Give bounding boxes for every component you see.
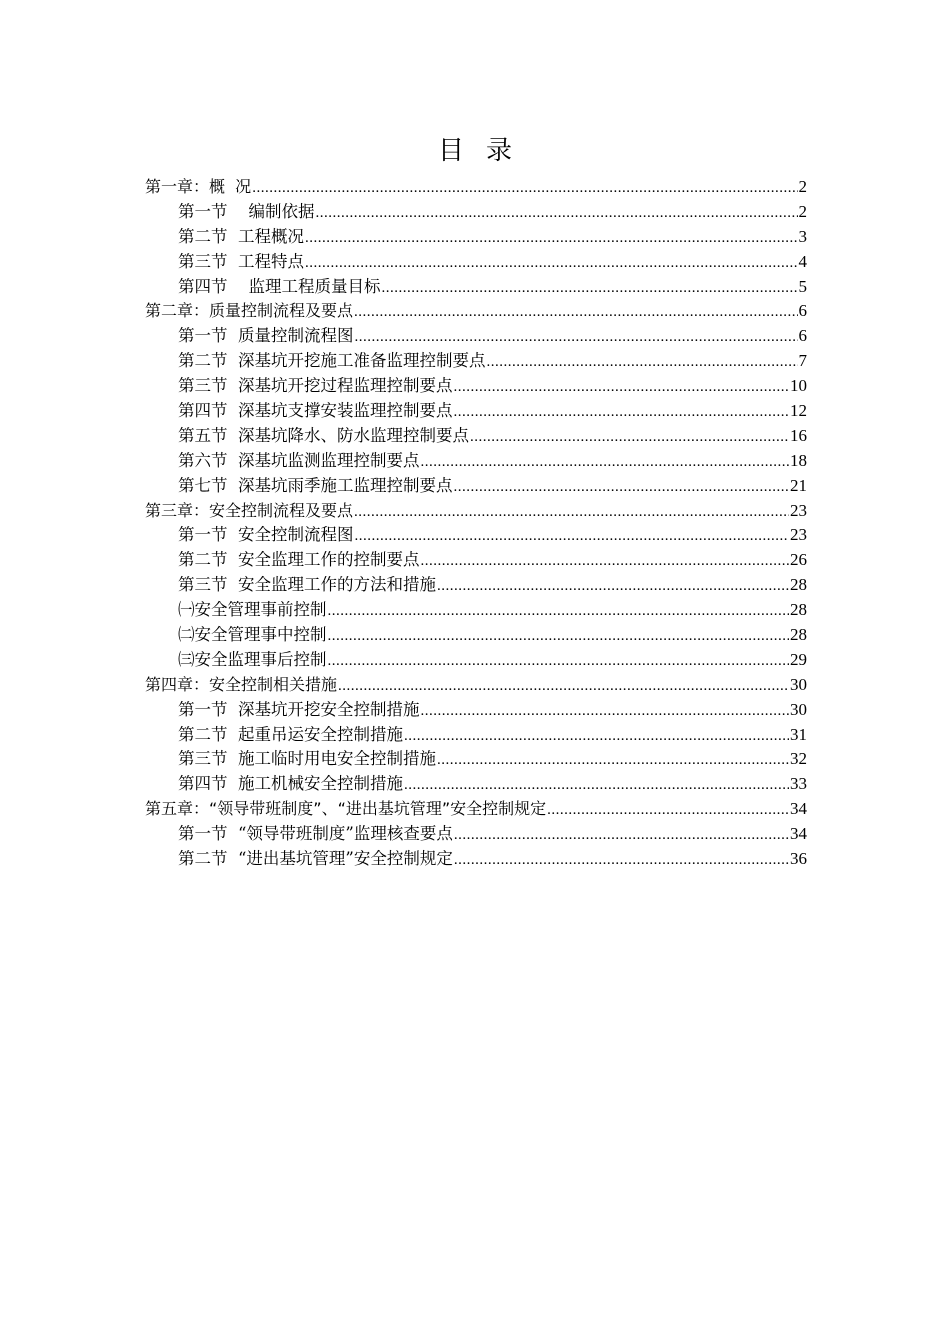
toc-leader-dots bbox=[470, 425, 789, 449]
toc-entry-section[interactable] bbox=[145, 449, 807, 474]
toc-entry-subitem[interactable] bbox=[145, 598, 807, 623]
toc-entry-label: 第一节 编制依据 bbox=[178, 201, 315, 221]
toc-entry-label: 第一节 安全控制流程图 bbox=[178, 525, 354, 545]
toc-entry-label: ㈡安全管理事中控制 bbox=[178, 625, 327, 645]
toc-entry-section[interactable] bbox=[145, 523, 807, 548]
toc-entry-label: 第四节 深基坑支撑安装监理控制要点 bbox=[178, 401, 453, 421]
toc-entry-subitem[interactable] bbox=[145, 623, 807, 648]
toc-entry-label: 第六节 深基坑监测监理控制要点 bbox=[178, 450, 420, 470]
toc-leader-dots bbox=[547, 798, 789, 822]
toc-entry-label: 第一节 “领导带班制度”监理核查要点 bbox=[178, 824, 453, 844]
toc-entry-section[interactable] bbox=[145, 225, 807, 250]
toc-entry-section[interactable] bbox=[145, 723, 807, 748]
toc-entry-label: 第三节 深基坑开挖过程监理控制要点 bbox=[178, 376, 453, 396]
toc-leader-dots bbox=[305, 251, 798, 275]
toc-leader-dots bbox=[315, 201, 797, 225]
toc-entry-label: 第二节 深基坑开挖施工准备监理控制要点 bbox=[178, 351, 486, 371]
toc-entry-page-number: 6 bbox=[798, 326, 807, 346]
toc-entry-label: ㈢安全监理事后控制 bbox=[178, 649, 327, 669]
toc-entry-section[interactable] bbox=[145, 474, 807, 499]
toc-leader-dots bbox=[355, 524, 790, 548]
toc-entry-section[interactable] bbox=[145, 399, 807, 424]
toc-entry-label: 第三节 安全监理工作的方法和措施 bbox=[178, 575, 436, 595]
toc-entry-label: 第三节 施工临时用电安全控制措施 bbox=[178, 749, 436, 769]
toc-entry-page-number: 29 bbox=[790, 649, 807, 669]
toc-entry-label: 第四节 施工机械安全控制措施 bbox=[178, 774, 403, 794]
toc-entry-label: 第七节 深基坑雨季施工监理控制要点 bbox=[178, 475, 453, 495]
toc-entry-section[interactable] bbox=[145, 324, 807, 349]
toc-leader-dots bbox=[328, 624, 790, 648]
toc-entry-label: 第二节 起重吊运安全控制措施 bbox=[178, 724, 403, 744]
toc-entry-page-number: 10 bbox=[790, 376, 807, 396]
toc-entry-page-number: 16 bbox=[790, 425, 807, 445]
toc-entry-section[interactable] bbox=[145, 250, 807, 275]
toc-entry-section[interactable] bbox=[145, 747, 807, 772]
toc-entry-label: 第四节 监理工程质量目标 bbox=[178, 276, 381, 296]
toc-entry-page-number: 2 bbox=[798, 201, 807, 221]
toc-entry-page-number: 5 bbox=[798, 276, 807, 296]
toc-entry-chapter[interactable] bbox=[145, 673, 807, 698]
toc-entry-label: 第二节 “进出基坑管理”安全控制规定 bbox=[178, 849, 453, 869]
toc-entry-chapter[interactable] bbox=[145, 299, 807, 324]
toc-entry-label: 第二章：质量控制流程及要点 bbox=[145, 301, 354, 321]
toc-entry-label: 第五节 深基坑降水、防水监理控制要点 bbox=[178, 425, 469, 445]
toc-leader-dots bbox=[454, 400, 790, 424]
toc-leader-dots bbox=[437, 574, 789, 598]
toc-entry-page-number: 12 bbox=[790, 401, 807, 421]
toc-leader-dots bbox=[454, 475, 790, 499]
toc-entry-page-number: 23 bbox=[790, 500, 807, 520]
toc-leader-dots bbox=[404, 724, 789, 748]
toc-leader-dots bbox=[487, 350, 798, 374]
toc-entry-label: 第二节 安全监理工作的控制要点 bbox=[178, 550, 420, 570]
toc-entry-section[interactable] bbox=[145, 822, 807, 847]
toc-entry-section[interactable] bbox=[145, 548, 807, 573]
toc-entry-page-number: 31 bbox=[790, 724, 807, 744]
toc-entry-section[interactable] bbox=[145, 200, 807, 225]
toc-leader-dots bbox=[421, 450, 790, 474]
toc-leader-dots bbox=[328, 599, 790, 623]
toc-entry-page-number: 23 bbox=[790, 525, 807, 545]
toc-leader-dots bbox=[454, 848, 789, 872]
toc-entry-page-number: 4 bbox=[798, 251, 807, 271]
toc-leader-dots bbox=[454, 375, 790, 399]
toc-title: 目录 bbox=[437, 136, 534, 166]
toc-entry-label: 第五章：“领导带班制度”、“进出基坑管理”安全控制规定 bbox=[145, 799, 547, 819]
toc-entry-page-number: 2 bbox=[798, 177, 807, 196]
toc-entry-section[interactable] bbox=[145, 374, 807, 399]
toc-entry-page-number: 21 bbox=[790, 475, 807, 495]
toc-entry-page-number: 32 bbox=[790, 749, 807, 769]
toc-leader-dots bbox=[252, 176, 797, 200]
toc-entry-label: 第二节 工程概况 bbox=[178, 226, 304, 246]
toc-leader-dots bbox=[328, 649, 790, 673]
toc-entry-section[interactable] bbox=[145, 424, 807, 449]
toc-leader-dots bbox=[355, 325, 798, 349]
toc-entry-page-number: 34 bbox=[790, 824, 807, 844]
toc-entry-page-number: 18 bbox=[790, 450, 807, 470]
toc-entry-subitem[interactable] bbox=[145, 648, 807, 673]
toc-entry-page-number: 26 bbox=[790, 550, 807, 570]
toc-entry-page-number: 3 bbox=[798, 226, 807, 246]
toc-entry-label: 第一章：概 况 bbox=[145, 177, 252, 196]
toc-leader-dots bbox=[354, 500, 789, 524]
toc-entry-chapter[interactable] bbox=[145, 499, 807, 524]
toc-entry-chapter[interactable] bbox=[145, 797, 807, 822]
toc-entry-page-number: 28 bbox=[790, 625, 807, 645]
toc-entry-section[interactable] bbox=[145, 698, 807, 723]
toc-entry-label: 第三章：安全控制流程及要点 bbox=[145, 500, 354, 520]
toc-entry-label: 第三节 工程特点 bbox=[178, 251, 304, 271]
toc-entry-page-number: 28 bbox=[790, 600, 807, 620]
toc-leader-dots bbox=[421, 549, 790, 573]
toc-entry-section[interactable] bbox=[145, 349, 807, 374]
toc-entry-section[interactable] bbox=[145, 772, 807, 797]
toc-entry-page-number: 36 bbox=[790, 849, 807, 869]
toc-entry-section[interactable] bbox=[145, 275, 807, 300]
toc-entry-page-number: 28 bbox=[790, 575, 807, 595]
toc-entry-label: ㈠安全管理事前控制 bbox=[178, 600, 327, 620]
toc-leader-dots bbox=[305, 226, 798, 250]
toc-entry-page-number: 6 bbox=[798, 301, 807, 321]
toc-entry-label: 第一节 深基坑开挖安全控制措施 bbox=[178, 699, 420, 719]
toc-entry-page-number: 7 bbox=[798, 351, 807, 371]
table-of-contents bbox=[145, 175, 807, 872]
toc-leader-dots bbox=[338, 674, 789, 698]
toc-leader-dots bbox=[354, 300, 797, 324]
toc-entry-section[interactable] bbox=[145, 573, 807, 598]
toc-entry-section[interactable] bbox=[145, 847, 807, 872]
toc-leader-dots bbox=[454, 823, 789, 847]
toc-entry-page-number: 33 bbox=[790, 774, 807, 794]
toc-entry-label: 第四章：安全控制相关措施 bbox=[145, 674, 338, 694]
toc-entry-page-number: 30 bbox=[790, 699, 807, 719]
toc-leader-dots bbox=[381, 276, 797, 300]
toc-entry-page-number: 34 bbox=[790, 799, 807, 819]
toc-entry-label: 第一节 质量控制流程图 bbox=[178, 326, 354, 346]
toc-entry-chapter[interactable] bbox=[145, 175, 807, 200]
toc-entry-page-number: 30 bbox=[790, 674, 807, 694]
toc-leader-dots bbox=[404, 773, 789, 797]
toc-leader-dots bbox=[437, 748, 789, 772]
toc-leader-dots bbox=[421, 699, 790, 723]
